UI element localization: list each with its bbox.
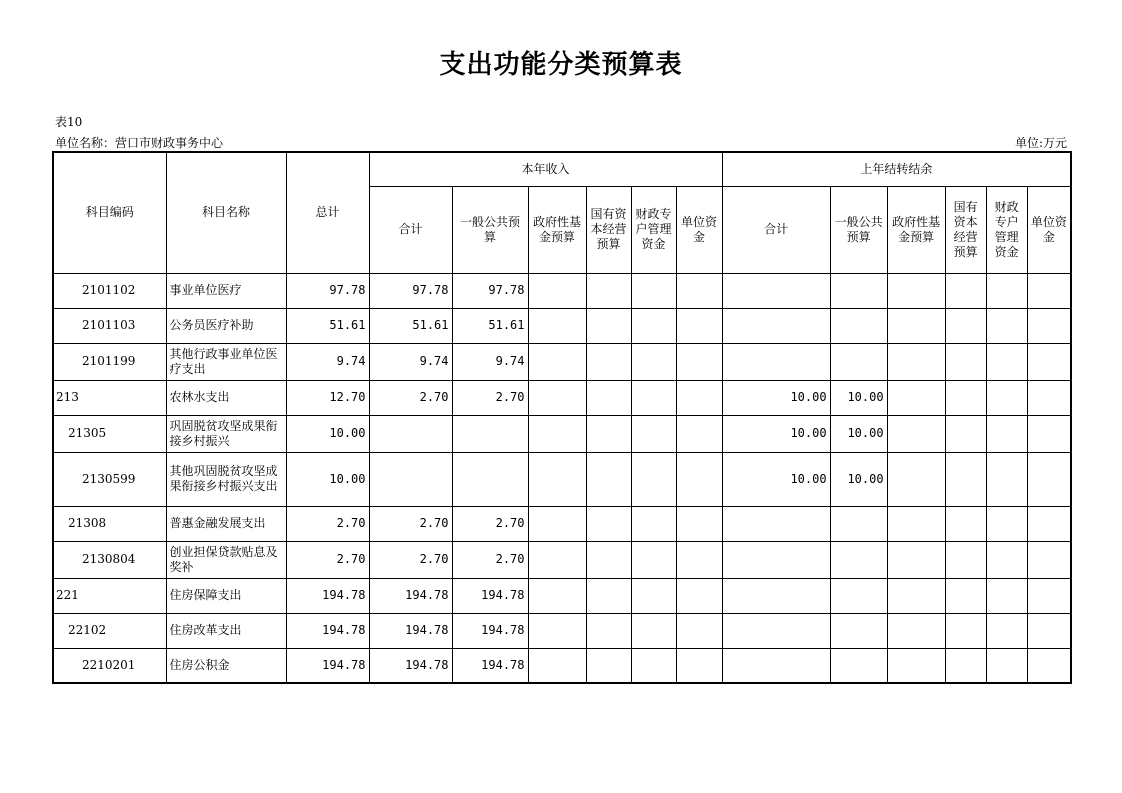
cell-pb-fiscal-special (986, 506, 1027, 541)
cell-ci-general: 97.78 (452, 273, 528, 308)
cell-ci-general: 2.70 (452, 380, 528, 415)
cell-pb-total: 10.00 (722, 452, 830, 506)
cell-ci-general (452, 415, 528, 452)
table-row (53, 541, 1071, 578)
cell-pb-state-capital (945, 415, 986, 452)
cell-pb-unit-funds (1027, 578, 1071, 613)
cell-pb-gov-fund (887, 578, 945, 613)
cell-pb-general (830, 506, 887, 541)
cell-pb-general (830, 613, 887, 648)
cell-pb-unit-funds (1027, 648, 1071, 683)
cell-code: 2130599 (53, 452, 166, 506)
cell-pb-state-capital (945, 578, 986, 613)
cell-ci-fiscal-special (631, 343, 676, 380)
cell-name: 普惠金融发展支出 (166, 506, 286, 541)
header-pb-state-capital: 国有资本经营预算 (945, 186, 986, 273)
cell-ci-general (452, 452, 528, 506)
table-row (53, 578, 1071, 613)
cell-total: 194.78 (286, 578, 369, 613)
header-total: 总计 (286, 152, 369, 273)
cell-ci-gov-fund (528, 578, 586, 613)
cell-ci-fiscal-special (631, 541, 676, 578)
cell-pb-unit-funds (1027, 343, 1071, 380)
cell-pb-state-capital (945, 308, 986, 343)
budget-table (52, 151, 1072, 684)
cell-code: 2101102 (53, 273, 166, 308)
cell-code: 221 (53, 578, 166, 613)
cell-ci-unit-funds (676, 343, 722, 380)
header-ci-unit-funds: 单位资金 (676, 186, 722, 273)
cell-ci-fiscal-special (631, 452, 676, 506)
cell-ci-total: 194.78 (369, 578, 452, 613)
cell-ci-state-capital (586, 415, 631, 452)
cell-name: 公务员医疗补助 (166, 308, 286, 343)
cell-pb-fiscal-special (986, 541, 1027, 578)
cell-pb-general (830, 578, 887, 613)
cell-total: 9.74 (286, 343, 369, 380)
cell-ci-total (369, 415, 452, 452)
cell-pb-state-capital (945, 506, 986, 541)
cell-pb-fiscal-special (986, 452, 1027, 506)
cell-ci-gov-fund (528, 415, 586, 452)
cell-ci-unit-funds (676, 506, 722, 541)
cell-pb-state-capital (945, 613, 986, 648)
header-ci-gov-fund: 政府性基金预算 (528, 186, 586, 273)
cell-total: 194.78 (286, 613, 369, 648)
cell-ci-fiscal-special (631, 648, 676, 683)
cell-ci-gov-fund (528, 452, 586, 506)
cell-pb-unit-funds (1027, 308, 1071, 343)
cell-code: 21305 (53, 415, 166, 452)
cell-total: 12.70 (286, 380, 369, 415)
header-name: 科目名称 (166, 152, 286, 273)
cell-ci-state-capital (586, 308, 631, 343)
table-row (53, 343, 1071, 380)
cell-pb-state-capital (945, 380, 986, 415)
cell-pb-total (722, 541, 830, 578)
table-row (53, 452, 1071, 506)
cell-pb-general: 10.00 (830, 452, 887, 506)
cell-pb-total (722, 343, 830, 380)
cell-pb-unit-funds (1027, 415, 1071, 452)
cell-pb-total (722, 273, 830, 308)
cell-total: 51.61 (286, 308, 369, 343)
cell-ci-gov-fund (528, 541, 586, 578)
cell-pb-general (830, 648, 887, 683)
cell-pb-fiscal-special (986, 415, 1027, 452)
cell-ci-total: 194.78 (369, 613, 452, 648)
cell-ci-fiscal-special (631, 380, 676, 415)
cell-code: 2101199 (53, 343, 166, 380)
cell-pb-gov-fund (887, 541, 945, 578)
cell-ci-gov-fund (528, 506, 586, 541)
header-pb-total: 合计 (722, 186, 830, 273)
cell-ci-unit-funds (676, 648, 722, 683)
cell-ci-general: 194.78 (452, 648, 528, 683)
cell-ci-fiscal-special (631, 308, 676, 343)
cell-ci-state-capital (586, 380, 631, 415)
header-ci-general: 一般公共预算 (452, 186, 528, 273)
cell-pb-total (722, 308, 830, 343)
cell-pb-gov-fund (887, 273, 945, 308)
cell-pb-total (722, 648, 830, 683)
cell-pb-gov-fund (887, 648, 945, 683)
cell-name: 住房公积金 (166, 648, 286, 683)
table-row (53, 648, 1071, 683)
cell-ci-unit-funds (676, 578, 722, 613)
cell-pb-unit-funds (1027, 613, 1071, 648)
cell-ci-general: 2.70 (452, 506, 528, 541)
cell-ci-gov-fund (528, 380, 586, 415)
header-current-income: 本年收入 (369, 152, 722, 186)
table-row (53, 308, 1071, 343)
cell-pb-state-capital (945, 541, 986, 578)
cell-ci-gov-fund (528, 343, 586, 380)
cell-pb-gov-fund (887, 308, 945, 343)
cell-ci-gov-fund (528, 648, 586, 683)
cell-pb-general (830, 273, 887, 308)
cell-ci-unit-funds (676, 541, 722, 578)
cell-ci-state-capital (586, 613, 631, 648)
cell-pb-total (722, 506, 830, 541)
cell-code: 2101103 (53, 308, 166, 343)
cell-pb-state-capital (945, 648, 986, 683)
cell-ci-state-capital (586, 273, 631, 308)
table-row (53, 415, 1071, 452)
cell-pb-fiscal-special (986, 273, 1027, 308)
header-pb-gov-fund: 政府性基金预算 (887, 186, 945, 273)
cell-name: 住房保障支出 (166, 578, 286, 613)
cell-pb-gov-fund (887, 613, 945, 648)
cell-pb-gov-fund (887, 343, 945, 380)
cell-ci-total: 2.70 (369, 541, 452, 578)
cell-name: 其他行政事业单位医疗支出 (166, 343, 286, 380)
cell-ci-total: 2.70 (369, 506, 452, 541)
cell-ci-gov-fund (528, 273, 586, 308)
cell-code: 21308 (53, 506, 166, 541)
cell-code: 2130804 (53, 541, 166, 578)
cell-code: 213 (53, 380, 166, 415)
cell-ci-total: 2.70 (369, 380, 452, 415)
unit-label: 单位:万元 (1014, 136, 1067, 150)
cell-ci-total: 9.74 (369, 343, 452, 380)
cell-ci-gov-fund (528, 613, 586, 648)
cell-pb-fiscal-special (986, 578, 1027, 613)
cell-pb-gov-fund (887, 506, 945, 541)
header-ci-state-capital: 国有资本经营预算 (586, 186, 631, 273)
unit-name: 单位名称：营口市财政事务中心 (55, 136, 224, 150)
cell-name: 住房改革支出 (166, 613, 286, 648)
cell-pb-fiscal-special (986, 308, 1027, 343)
cell-pb-total (722, 613, 830, 648)
cell-pb-total: 10.00 (722, 380, 830, 415)
header-prior-balance: 上年结转结余 (722, 152, 1071, 186)
table-row (53, 273, 1071, 308)
cell-ci-state-capital (586, 541, 631, 578)
cell-pb-state-capital (945, 452, 986, 506)
cell-pb-state-capital (945, 343, 986, 380)
cell-total: 97.78 (286, 273, 369, 308)
cell-name: 事业单位医疗 (166, 273, 286, 308)
cell-ci-general: 194.78 (452, 578, 528, 613)
cell-pb-general (830, 541, 887, 578)
cell-total: 10.00 (286, 415, 369, 452)
cell-ci-state-capital (586, 506, 631, 541)
cell-ci-unit-funds (676, 613, 722, 648)
cell-name: 农林水支出 (166, 380, 286, 415)
cell-ci-gov-fund (528, 308, 586, 343)
header-code: 科目编码 (53, 152, 166, 273)
cell-pb-unit-funds (1027, 506, 1071, 541)
cell-ci-state-capital (586, 452, 631, 506)
cell-pb-total (722, 578, 830, 613)
cell-pb-general: 10.00 (830, 380, 887, 415)
cell-pb-unit-funds (1027, 541, 1071, 578)
cell-ci-unit-funds (676, 452, 722, 506)
cell-code: 2210201 (53, 648, 166, 683)
cell-name: 创业担保贷款贴息及奖补 (166, 541, 286, 578)
cell-ci-total (369, 452, 452, 506)
cell-total: 2.70 (286, 541, 369, 578)
cell-ci-unit-funds (676, 415, 722, 452)
cell-ci-state-capital (586, 648, 631, 683)
cell-pb-general: 10.00 (830, 415, 887, 452)
cell-ci-fiscal-special (631, 415, 676, 452)
cell-ci-general: 194.78 (452, 613, 528, 648)
cell-pb-total: 10.00 (722, 415, 830, 452)
cell-pb-state-capital (945, 273, 986, 308)
cell-ci-fiscal-special (631, 578, 676, 613)
page-title: 支出功能分类预算表 (439, 50, 683, 80)
header-pb-unit-funds: 单位资金 (1027, 186, 1071, 273)
header-pb-fiscal-special: 财政专户管理资金 (986, 186, 1027, 273)
cell-pb-unit-funds (1027, 273, 1071, 308)
header-ci-fiscal-special: 财政专户管理资金 (631, 186, 676, 273)
cell-name: 巩固脱贫攻坚成果衔接乡村振兴 (166, 415, 286, 452)
cell-code: 22102 (53, 613, 166, 648)
cell-ci-total: 97.78 (369, 273, 452, 308)
table-row (53, 506, 1071, 541)
cell-pb-fiscal-special (986, 343, 1027, 380)
cell-pb-general (830, 343, 887, 380)
header-ci-total: 合计 (369, 186, 452, 273)
table-number: 表10 (55, 115, 83, 129)
cell-ci-total: 194.78 (369, 648, 452, 683)
cell-pb-general (830, 308, 887, 343)
cell-ci-unit-funds (676, 380, 722, 415)
cell-pb-fiscal-special (986, 648, 1027, 683)
table-row (53, 380, 1071, 415)
cell-ci-general: 9.74 (452, 343, 528, 380)
cell-pb-unit-funds (1027, 452, 1071, 506)
cell-pb-unit-funds (1027, 380, 1071, 415)
cell-pb-gov-fund (887, 380, 945, 415)
cell-ci-total: 51.61 (369, 308, 452, 343)
cell-ci-fiscal-special (631, 506, 676, 541)
cell-ci-state-capital (586, 343, 631, 380)
cell-name: 其他巩固脱贫攻坚成果衔接乡村振兴支出 (166, 452, 286, 506)
cell-pb-fiscal-special (986, 380, 1027, 415)
cell-total: 10.00 (286, 452, 369, 506)
cell-total: 194.78 (286, 648, 369, 683)
cell-ci-general: 51.61 (452, 308, 528, 343)
cell-pb-fiscal-special (986, 613, 1027, 648)
cell-ci-general: 2.70 (452, 541, 528, 578)
cell-ci-unit-funds (676, 308, 722, 343)
cell-pb-gov-fund (887, 452, 945, 506)
cell-ci-fiscal-special (631, 613, 676, 648)
cell-ci-fiscal-special (631, 273, 676, 308)
cell-ci-unit-funds (676, 273, 722, 308)
table-row (53, 613, 1071, 648)
header-pb-general: 一般公共预算 (830, 186, 887, 273)
cell-ci-state-capital (586, 578, 631, 613)
cell-total: 2.70 (286, 506, 369, 541)
cell-pb-gov-fund (887, 415, 945, 452)
